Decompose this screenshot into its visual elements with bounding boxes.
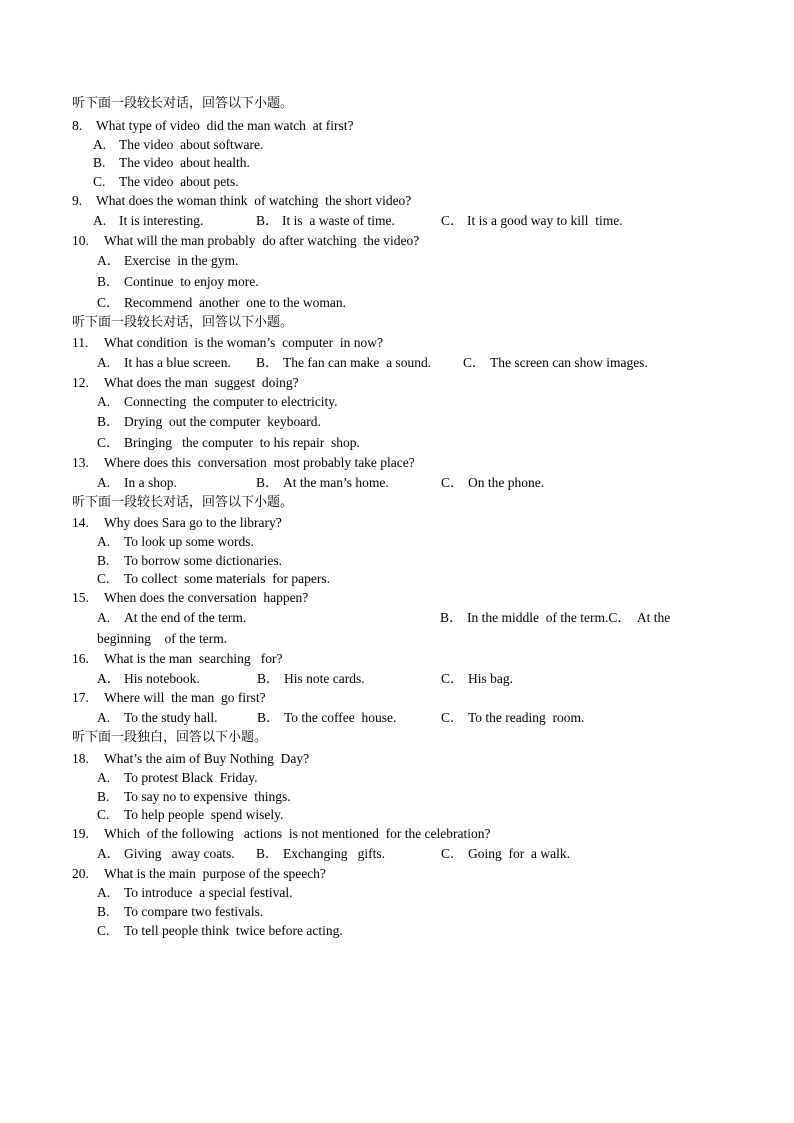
option-label: C．: [97, 295, 120, 310]
option-text: To help people spend wisely.: [124, 807, 284, 822]
option-text: His bag.: [468, 671, 513, 686]
option-text: Drying out the computer keyboard.: [124, 414, 321, 429]
option-text: To protest Black Friday.: [124, 770, 258, 785]
option-label: C.: [93, 174, 106, 189]
option-text: It is a good way to kill time.: [467, 213, 623, 228]
option-label: C.: [97, 807, 110, 822]
option-text: Exchanging gifts.: [283, 846, 385, 861]
option-label: B．: [256, 213, 279, 228]
option-text: To the study hall.: [124, 710, 218, 725]
question-text: What will the man probably do after watching the video?: [104, 233, 420, 248]
option-label: A．: [97, 671, 121, 686]
option-text: It is interesting.: [119, 213, 204, 228]
option-label: B.: [97, 789, 110, 804]
question-number: 20.: [72, 866, 89, 881]
question-number: 16.: [72, 651, 89, 666]
option-label: C.: [97, 571, 110, 586]
option-label: A.: [97, 355, 111, 370]
option-text: The video about health.: [119, 155, 250, 170]
question-text: What’s the aim of Buy Nothing Day?: [104, 751, 310, 766]
option-label: A．: [97, 253, 121, 268]
option-text: Connecting the computer to electricity.: [124, 394, 338, 409]
option-text: To the reading room.: [468, 710, 585, 725]
question-number: 18.: [72, 751, 89, 766]
question-text: Where will the man go first?: [104, 690, 266, 705]
option-label: C．: [441, 710, 464, 725]
option-text: It is a waste of time.: [282, 213, 395, 228]
option-text: The fan can make a sound.: [283, 355, 432, 370]
section-heading: 听下面一段较长对话，回答以下小题。: [72, 495, 294, 510]
option-text: To borrow some dictionaries.: [124, 553, 283, 568]
option-label: C．: [441, 846, 464, 861]
option-text: At the end of the term.: [124, 610, 247, 625]
option-label: A.: [97, 475, 111, 490]
option-label: A.: [93, 213, 107, 228]
section-heading: 听下面一段独白，回答以下小题。: [72, 730, 268, 745]
option-label: C．: [441, 671, 464, 686]
option-text: The screen can show images.: [490, 355, 648, 370]
option-text: To introduce a special festival.: [124, 885, 293, 900]
question-number: 19.: [72, 826, 89, 841]
option-text: To collect some materials for papers.: [124, 571, 330, 586]
question-number: 17.: [72, 690, 89, 705]
option-text: Exercise in the gym.: [124, 253, 239, 268]
option-label: A.: [93, 137, 107, 152]
option-label: A.: [97, 885, 111, 900]
option-text: At the man’s home.: [283, 475, 389, 490]
question-text: What is the main purpose of the speech?: [104, 866, 326, 881]
question-text: What does the man suggest doing?: [104, 375, 299, 390]
question-text: What is the man searching for?: [104, 651, 283, 666]
option-label: A．: [97, 846, 121, 861]
option-text: Continue to enjoy more.: [124, 274, 259, 289]
question-text: Where does this conversation most probably take place?: [104, 455, 415, 470]
option-text: To tell people think twice before acting.: [124, 923, 343, 938]
option-label: C．: [463, 355, 486, 370]
question-number: 10.: [72, 233, 89, 248]
question-number: 8.: [72, 118, 83, 133]
option-label: B．: [257, 710, 280, 725]
option-text: Giving away coats.: [124, 846, 235, 861]
question-number: 9.: [72, 193, 83, 208]
option-text: The video about software.: [119, 137, 264, 152]
option-label: A.: [97, 610, 111, 625]
option-text: In a shop.: [124, 475, 177, 490]
question-text: Why does Sara go to the library?: [104, 515, 282, 530]
option-text: To look up some words.: [124, 534, 254, 549]
option-label: B．: [97, 274, 120, 289]
option-text: His note cards.: [284, 671, 365, 686]
question-number: 15.: [72, 590, 89, 605]
option-text: beginning of the term.: [97, 631, 228, 646]
option-label: B．: [257, 671, 280, 686]
option-text: Recommend another one to the woman.: [124, 295, 346, 310]
option-label: C．: [441, 475, 464, 490]
option-text: On the phone.: [468, 475, 545, 490]
question-text: When does the conversation happen?: [104, 590, 309, 605]
option-label: B.: [97, 553, 110, 568]
question-number: 12.: [72, 375, 89, 390]
option-label: B．: [440, 610, 463, 625]
option-label: A.: [97, 710, 111, 725]
section-heading: 听下面一段较长对话，回答以下小题。: [72, 96, 294, 111]
option-text: His notebook.: [124, 671, 200, 686]
option-text: Bringing the computer to his repair shop.: [124, 435, 360, 450]
section-heading: 听下面一段较长对话，回答以下小题。: [72, 315, 294, 330]
option-text: To compare two festivals.: [124, 904, 264, 919]
option-label: A.: [97, 394, 111, 409]
question-text: What type of video did the man watch at first?: [96, 118, 354, 133]
question-text: What condition is the woman’s computer in now?: [104, 335, 383, 350]
question-text: Which of the following actions is not mentioned for the celebration?: [104, 826, 491, 841]
option-text: In the middle of the term.C． At the: [467, 610, 671, 625]
option-text: To the coffee house.: [284, 710, 397, 725]
question-number: 11.: [72, 335, 89, 350]
option-label: B．: [97, 414, 120, 429]
question-number: 14.: [72, 515, 89, 530]
option-label: A.: [97, 770, 111, 785]
option-label: C.: [97, 923, 110, 938]
option-text: To say no to expensive things.: [124, 789, 291, 804]
option-label: C．: [97, 435, 120, 450]
option-text: It has a blue screen.: [124, 355, 231, 370]
option-label: B．: [256, 475, 279, 490]
option-label: A.: [97, 534, 111, 549]
option-label: B．: [256, 355, 279, 370]
option-label: B.: [97, 904, 110, 919]
option-text: The video about pets.: [119, 174, 239, 189]
option-label: B.: [93, 155, 106, 170]
option-text: Going for a walk.: [468, 846, 570, 861]
option-label: B．: [256, 846, 279, 861]
option-label: C．: [441, 213, 464, 228]
question-number: 13.: [72, 455, 89, 470]
question-text: What does the woman think of watching the short video?: [96, 193, 412, 208]
